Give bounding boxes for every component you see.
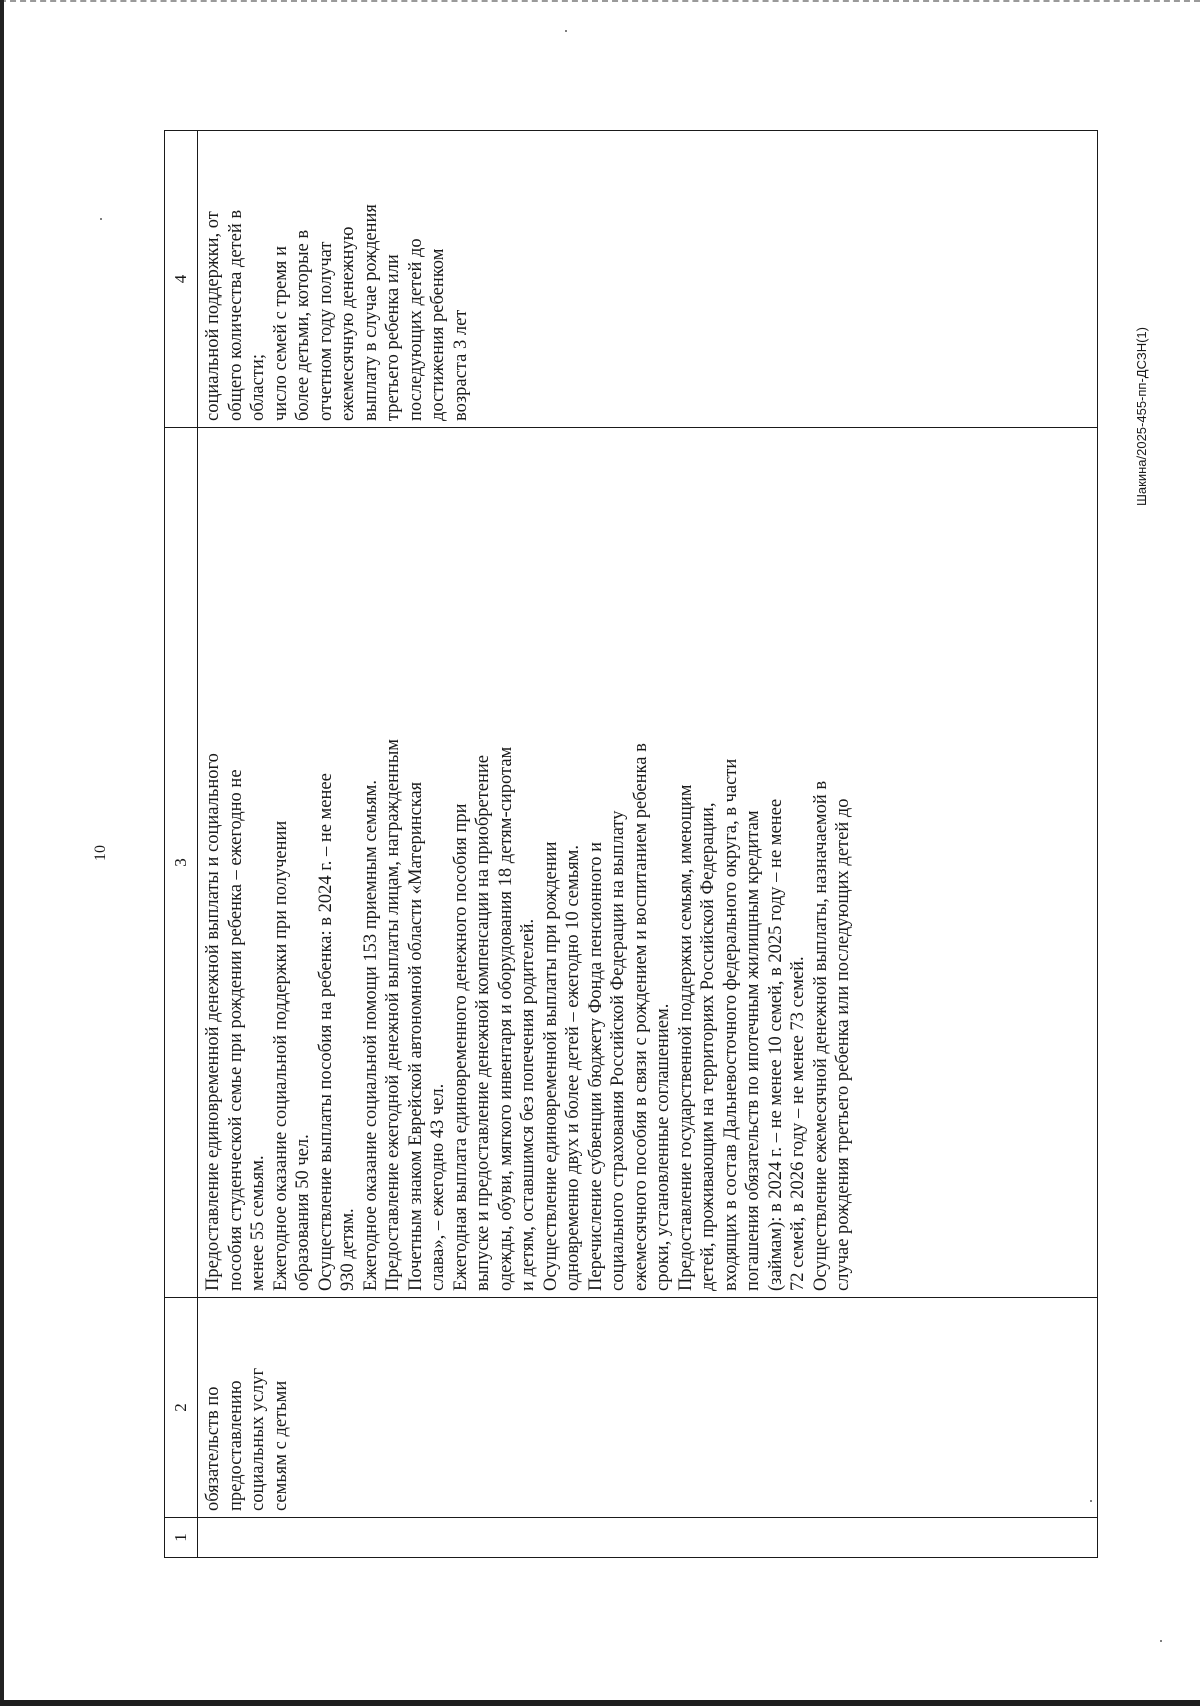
text-line: Предоставление ежегодной денежной выплаты лицам, награжденным: [383, 739, 403, 1291]
text-line: последующих детей до: [405, 238, 426, 421]
text-line: образования 50 чел.: [293, 1134, 313, 1291]
text-line: менее 55 семьям.: [248, 1155, 268, 1291]
text-line: 72 семей, в 2026 году – не менее 73 семей.: [788, 956, 808, 1291]
document-reference: Шакина/2025-455-пп-ДСЗН(1): [1134, 327, 1149, 506]
text-line: семьям с детьми: [270, 1380, 291, 1511]
text-line: Ежегодная выплата единовременного денежного пособия при: [450, 803, 471, 1291]
text-line: случае рождения третьего ребенка или последующих детей до: [833, 798, 853, 1291]
text-line: детей, проживающим на территориях Российской Федерации,: [698, 802, 718, 1291]
header-col-3: 3: [165, 428, 198, 1298]
text-line: Осуществление выплаты пособия на ребенка: в 2024 г. – не менее: [315, 773, 336, 1291]
header-col-1: 1: [165, 1518, 198, 1558]
table-row: [198, 131, 1098, 1558]
text-line: отчетном году получат: [315, 241, 336, 421]
text-line: социального страхования Российской Федерации на выплату: [608, 810, 628, 1291]
text-line: предоставлению: [225, 1380, 246, 1511]
text-line: Осуществление единовременной выплаты при рождении: [540, 841, 561, 1291]
text-line: выплату в случае рождения: [360, 204, 381, 421]
text-line: выпуске и предоставление денежной компенсации на приобретение: [473, 754, 493, 1291]
cell-col-2: [198, 1298, 1098, 1518]
text-line: третьего ребенка или: [383, 254, 403, 421]
text-line: Ежегодное оказание социальной помощи 153 приемным семьям.: [360, 780, 381, 1291]
text-line: Предоставление государственной поддержки семьям, имеющим: [675, 784, 696, 1291]
text-line: общего количества детей в: [225, 209, 246, 421]
text-line: число семей с тремя и: [270, 246, 291, 421]
text-line: обязательств по: [203, 1386, 223, 1511]
text-line: Предоставление единовременной денежной выплаты и социального: [203, 753, 223, 1291]
header-col-2: 2: [165, 1298, 198, 1518]
table-header-row: [165, 131, 198, 1558]
cell-col-1: [198, 1518, 1098, 1558]
text-line: Осуществление ежемесячной денежной выплаты, назначаемой в: [810, 780, 831, 1291]
text-line: достижения ребенком: [428, 248, 448, 421]
cell-col-4: [198, 131, 1098, 428]
text-line: Почетным знаком Еврейской автономной области «Материнская: [405, 781, 426, 1291]
text-line: одежды, обуви, мягкого инвентаря и оборудования 18 детям-сиротам: [495, 746, 516, 1291]
text-line: одновременно двух и более детей – ежегодно 10 семьям.: [563, 844, 583, 1291]
main-table: [164, 130, 1098, 1558]
text-line: погашения обязательств по ипотечным жилищным кредитам: [743, 810, 763, 1291]
text-line: социальных услуг: [248, 1367, 268, 1511]
text-line: 930 детям.: [338, 1208, 358, 1291]
text-line: (займам): в 2024 г. – не менее 10 семей, в 2025 году – не менее: [765, 798, 786, 1291]
text-line: ежемесячную денежную: [338, 226, 358, 421]
text-line: социальной поддержки, от: [203, 211, 223, 421]
text-line: Ежегодное оказание социальной поддержки при получении: [270, 820, 291, 1291]
text-line: и детям, оставшимся без попечения родителей.: [518, 918, 538, 1291]
text-line: сроки, установленные соглашением.: [653, 1003, 673, 1291]
text-line: слава», – ежегодно 43 чел.: [428, 1083, 448, 1291]
page-number: 10: [92, 845, 109, 861]
text-line: ежемесячного пособия в связи с рождением и воспитанием ребенка в: [630, 743, 651, 1291]
text-line: области;: [248, 354, 268, 421]
text-line: входящих в состав Дальневосточного федерального округа, в части: [720, 758, 741, 1291]
text-line: пособия студенческой семье при рождении ребенка – ежегодно не: [225, 769, 246, 1291]
text-line: возраста 3 лет: [450, 309, 471, 421]
text-line: более детьми, которые в: [293, 229, 313, 421]
header-col-4: 4: [165, 131, 198, 428]
cell-col-3: [198, 428, 1098, 1298]
text-line: Перечисление субвенции бюджету Фонда пенсионного и: [585, 841, 606, 1291]
